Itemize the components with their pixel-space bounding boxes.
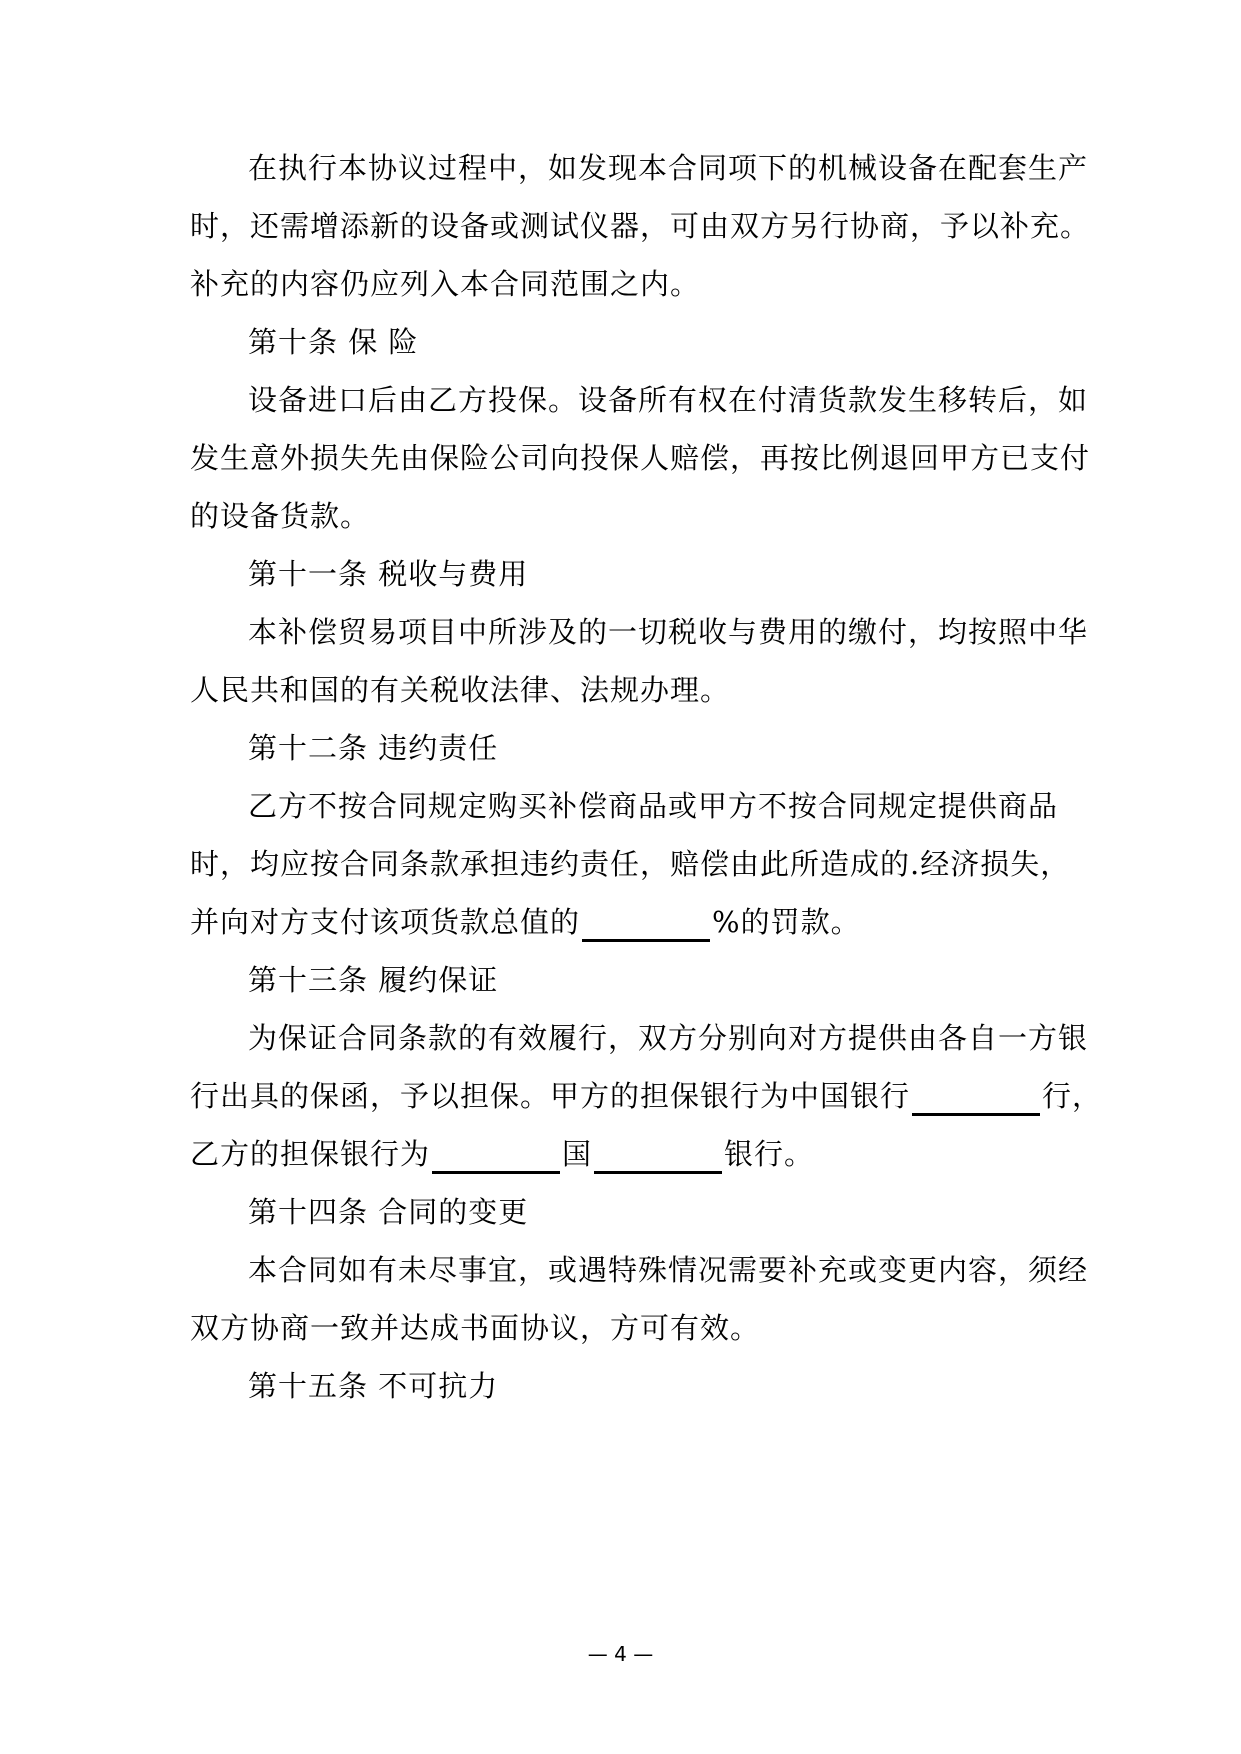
paragraph-line: 本合同如有未尽事宜，或遇特殊情况需要补充或变更内容，须经 bbox=[248, 1253, 1089, 1287]
paragraph-line: 人民共和国的有关税收法律、法规办理。 bbox=[190, 673, 731, 707]
article-heading: 第十条 保 险 bbox=[248, 325, 419, 359]
paragraph-line bbox=[190, 902, 861, 942]
paragraph-text: 并向对方支付该项货款总值的 bbox=[190, 905, 581, 939]
paragraph-text: 银行。 bbox=[724, 1137, 815, 1171]
article-heading: 第十五条 不可抗力 bbox=[248, 1369, 499, 1403]
paragraph-text: 行出具的保函，予以担保。甲方的担保银行为中国银行 bbox=[190, 1079, 911, 1113]
paragraph-line: 时，还需增添新的设备或测试仪器，可由双方另行协商，予以补充。 bbox=[190, 209, 1091, 243]
paragraph-line: 本补偿贸易项目中所涉及的一切税收与费用的缴付，均按照中华 bbox=[248, 615, 1089, 649]
paragraph-text: %的罚款。 bbox=[712, 905, 861, 939]
article-heading: 第十二条 违约责任 bbox=[248, 731, 499, 765]
paragraph-line: 补充的内容仍应列入本合同范围之内。 bbox=[190, 267, 701, 301]
paragraph-line: 乙方不按合同规定购买补偿商品或甲方不按合同规定提供商品 bbox=[248, 789, 1059, 823]
paragraph-line: 在执行本协议过程中，如发现本合同项下的机械设备在配套生产 bbox=[248, 151, 1089, 185]
paragraph-text: 行， bbox=[1042, 1079, 1103, 1113]
fill-in-blank[interactable] bbox=[432, 1141, 560, 1174]
paragraph-line bbox=[190, 1134, 814, 1174]
paragraph-line: 时，均应按合同条款承担违约责任，赔偿由此所造成的.经济损失， bbox=[190, 847, 1071, 881]
paragraph-line: 的设备货款。 bbox=[190, 499, 371, 533]
paragraph-text: 国 bbox=[562, 1137, 593, 1171]
fill-in-blank[interactable] bbox=[912, 1083, 1040, 1116]
article-heading: 第十三条 履约保证 bbox=[248, 963, 499, 997]
paragraph-line: 为保证合同条款的有效履行，双方分别向对方提供由各自一方银 bbox=[248, 1021, 1089, 1055]
page-number: — 4 — bbox=[587, 1642, 654, 1666]
paragraph-line: 设备进口后由乙方投保。设备所有权在付清货款发生移转后，如 bbox=[248, 383, 1089, 417]
fill-in-blank[interactable] bbox=[594, 1141, 722, 1174]
paragraph-line: 发生意外损失先由保险公司向投保人赔偿，再按比例退回甲方已支付 bbox=[190, 441, 1091, 475]
fill-in-blank[interactable] bbox=[582, 909, 710, 942]
paragraph-line bbox=[190, 1076, 1102, 1116]
paragraph-line: 双方协商一致并达成书面协议，方可有效。 bbox=[190, 1311, 761, 1345]
article-heading: 第十一条 税收与费用 bbox=[248, 557, 529, 591]
article-heading: 第十四条 合同的变更 bbox=[248, 1195, 529, 1229]
paragraph-text: 乙方的担保银行为 bbox=[190, 1137, 431, 1171]
